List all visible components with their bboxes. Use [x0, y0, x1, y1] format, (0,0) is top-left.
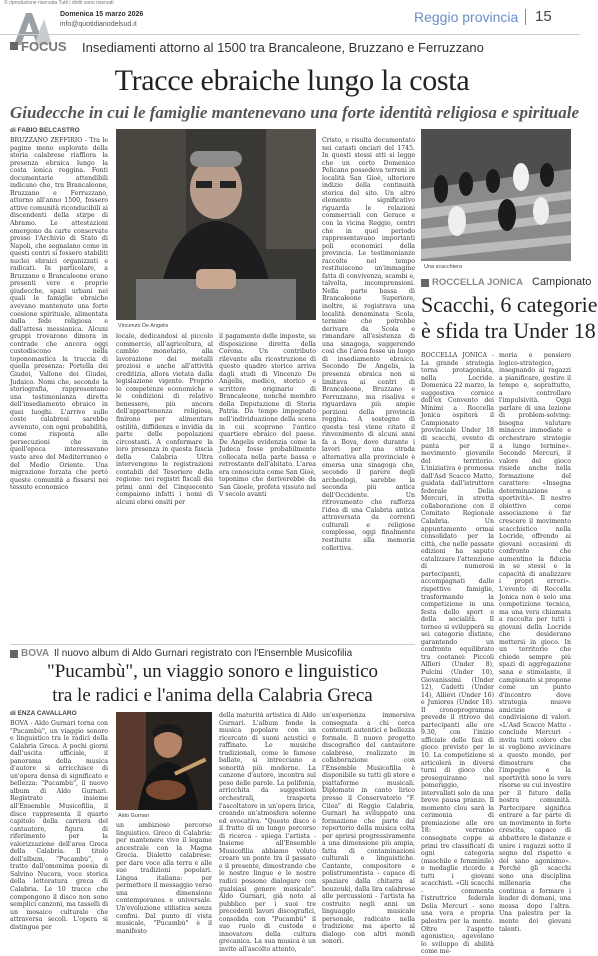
date-block — [60, 10, 143, 30]
section-name: Reggio provincia — [414, 9, 519, 25]
article3-col2: un ambizioso percorso linguistico. Greco di Calabria: per mantenere vivo il legame ancestrale con la Magna Grecia. Dialetto calabrese: per dare voce alla terra e alle sue tradizioni popolari. Lingua italiana: per permettere il messaggio verso una dimensione contemporanea e universale. Un'evoluzione stilistica senza confini. Dal punto di vista musicale, "Pucambù" è il manifesto — [116, 822, 212, 935]
musician-photo — [116, 712, 212, 810]
author-photo — [116, 129, 316, 320]
page-number: 15 — [535, 8, 552, 25]
bova-tag-square — [10, 650, 18, 658]
article2-col1: ROCCELLA JONICA - La grande strategia torna protagonista, nella Locride. Domenica 22 marzo, la suggestiva cornice dell'ex Convento dei Minimi a Roccella Jonica ospiterà il Campionato provinciale Under 18 di scacchi, evento di punta per il movimento giovanile del territorio. L'iniziativa è promossa dall'Asd Scacco Matto, guidata dall'istruttore federale Delia Mercuri, in stretta collaborazione con il Comitato Regionale Calabria. Un appuntamento ormai consolidato per la città, che nelle passate edizioni ha saputo catalizzare l'attenzione di numerosi partecipanti, accompagnati dalle rispettive famiglie, trasformando la competizione in una festa dello sport e della socialità. Il torneo si svilupperà su sei categorie distinte, garantendo un confronto equilibrato tra coetanei: Piccoli Alfieri (Under 8), Pulcini (Under 10), Giovanissimi (Under 12), Cadetti (Under 14), Allievi (Under 16) e Juniores (Under 18). Il cronoprogramma prevede il ritrovo dei partecipanti alle ore 9.30, con l'inizio ufficiale delle fasi di gioco previsto per le 10. La competizione si articolerà in diversi turni di gioco che proseguiranno nel pomeriggio, intervallati solo da una breve pausa pranzo. Il momento clou sarà la cerimonia di premiazione alle ore 18: verranno consegnate coppe ai primi tre classificati di ogni categoria (maschile e femminile) e medaglie ricordo a tutti i giovani scacchisti. «Gli scacchi - commenta l'istruttrice federale Delia Mercuri - sono una vera e propria palestra per la mente. Oltre l'aspetto agonistico, agevolano lo sviluppo di abilità come me- — [421, 352, 494, 956]
author-photo-caption: Vincenzo De Angelis — [118, 323, 169, 329]
article1-col3: il pagamento delle imposte, su disposizione diretta della Corona. Un contributo rilevante alla ricostruzione di questo quadro storico arriva dagli studi di Vincenzo De Angelis, medico, storico e scrittore originario di Brancaleone, nonché membro della Deputazione di Storia Patria. Da tempo impegnato nell'individuazione della scena in cui scoprono l'antico quartiere ebraico del paese. De Angelis evidenzia come la Judeca fosse probabilmente collocata nella parte bassa e retrostante dell'abitato. L'area era conosciuta come San Gioè, toponimo che deriverebbe da San Gioele, profeta vissuto nel V secolo avanti — [219, 333, 316, 499]
article1-deck: Giudecche in cui le famiglie mantenevano una forte identità religiosa e spirituale — [10, 103, 580, 122]
issue-date: Domenica 15 marzo 2026 — [60, 11, 144, 18]
article1-byline: di FABIO BELCASTRO — [10, 127, 80, 134]
article1-col1: BRUZZANO ZEFFIRIO - Tra le pagine meno esplorate della storia calabrese riaffiora la presenza ebraica lungo la costa ionica reggina. Fonti documentarie attendibili indicano che, tra Brancaleone, Bruzzano e Ferruzzano, attorno all'anno 1500, fossero attive comunità riconducibili ai discendenti della stirpe di Abramo. Le attestazioni emergono da carte conservate presso l'Archivio di Stato di Napoli, che segnalano come in questi centri si fossero stabiliti nuclei ebraici organizzati e radicati. In particolare, a Bruzzano e Brancaleone erano presenti vere e proprie giudecche, spazi urbani nei quali le famiglie ebraiche avevano mantenuto una forte coesione spirituale, alimentata dalla fede religiosa e dall'attesa messianica. Alcuni gruppi trovarono dimora in contrade che ancora oggi custodiscono nella toponomastica la traccia di quella presenza: Portella dei Giudei, Vallone dei Giudei, Judaico. Nomi che, secondo la storiografia, rappresentano una testimonianza diretta dell'insediamento ebraico in quei luoghi. L'arrivo sulle coste calabresi sarebbe avvenuto, con ogni probabilità, come risposta alle persecuzioni che in quell'epoca interessavano vaste aree del Mediterraneo e del Medio Oriente. Una migrazione forzata che portò queste comunità a fissarsi nei tessuto economico — [10, 137, 108, 492]
focus-tag-square — [10, 42, 18, 50]
article2-col2: moria e pensiero logico-strategico, insegnando ai ragazzi a pianificare, gestire il tempo e, soprattutto, a controllare l'impulsività. Oggi parlare di una lezione di problem-solving: bisogna valutare minacce immediate e orchestrare strategie a lungo termine». Secondo Mercuri, il valore del gioco risiede anche nella formazione del carattere: «Insegna determinazione e sportività». Il nostro obiettivo come associazione è far crescere il movimento scacchistico nella Locride, offrendo ai giovani occasioni di confronto che aumentino la fiducia in se stessi e la capacità di analizzare i propri errori». L'evento di Roccella Jonica non è solo una competizione tecnica, ma una vera chiamata a raccolta per tutti i giovani della Locride che desiderano mettersi in gioco. In un territorio che chiede sempre più spazi di aggregazione sana e stimolante, il campionato si propone come un punto d'incontro dove strategia muove amicizie e condivisione di valori. «L'Asd Scacco Matto - conclude Mercuri - invita tutti coloro che si vogliono avvicinare a questo mondo, per dimostrare che l'impegno e la sportività sono le vere risorse su cui investire per il futuro della nostra comunità. Partecipare significa entrare a far parte di un movimento in forte crescita, capace di abbattere le distanze e unire i ragazzi sotto il segno del rispetto e del sano agonismo». Perché gli scacchi sono una disciplina millenaria che continua a formare i leader di domani, una mossa dopo l'altra. Una palestra per la mente dei giovani talenti. — [499, 352, 571, 933]
article3-divider — [10, 644, 415, 645]
article1-col2: locale, dedicandosi al piccolo commercio, all'agricoltura, al cambio monetario, alla lavorazione dei metalli preziosi e anche all'attività creditizia, allora vietata dalla legislazione vigente. Proprio le competenze economiche e le condizioni di relativo benessere, più ancora dell'appartenenza religiosa, finirono per alimentare ostilità, diffidenza e invidia da parte delle popolazioni circostanti. A confermare la loro presenza in questa fascia della Calabria Ultra intervengono le registrazioni contabili del Tesoriere della regione: nei registri fiscali dei primi anni del Cinquecento compaiono infatti i nomi di alcuni ebrei onsiti per — [116, 333, 213, 507]
article1-col4: Cristo, e risulta documentato nei catasti onciari del 1745. In questi stessi atti si legge che un certo Domenico Pelicano possedeva terreni in località San Gioè, ulteriore indizio della continuità storica del sito. Un altro elemento significativo riguarda le relazioni commerciali con Gerace e con la vicina Reggio, centri che in quel periodo rappresentavano importanti poli economici della provincia. Le testimonianze raccolte nel tempo restituiscono un'immagine fatta di convivenza, scambi e, talvolta, incomprensioni. Nella parte bassa di Brancaleone Superiore, inoltre, si registrava una località denominata Scola, termine che potrebbe derivare da Scola e rimandare all'esistenza di una sinagoga, suggerendo così che l'area fosse un luogo di insediamento ebraico. Secondo De Angelis, la presenza ebraica non si limitava ai centri di Brancaleone, Bruzzano e Ferruzzano, ma risaliva e riguardava più ampie porzioni della provincia reggina. A sostegno di questa tesi viene citato il rinvenimento di alcuni anni fa a Bova, dove durante i lavori per una strada alternativa alla provinciale è emersa una sinagoga che, secondo il parere degli archeologi, sarebbe la seconda più antica dell'Occidente. Un ritrovamento che rafforza l'idea di una Calabria antica attraversata da correnti culturali e religiose complesse, oggi finalmente restituite alla memoria collettiva. — [322, 137, 415, 552]
article2-kicker: Campionato — [532, 276, 592, 288]
article3-headline-line1: "Pucambù", un viaggio sonoro e linguistico — [46, 661, 379, 682]
article3-headline-line2: tra le radici e l'anima della Calabria Greca — [52, 685, 373, 706]
article3-col4: un'esperienza immersiva consegnata a chi cerca contenuti autentici e bellezza formale. Il nuovo progetto discografico del cantautore calabrese, realizzato in collaborazione con l'Ensemble Musicofilia è disponibile su tutti gli store e piattaforme musicali. Diplomato in canto lirico presso il Conservatorio "F. Cilea" di Reggio Calabria, Gurnari ha sviluppato una formazione che parte dal repertorio della musica colta per aprirsi progressivamente a una dimensione più ampia, fatta di contaminazioni culturali e linguistiche. Cantante, compositore e polistrumentista - capace di spaziare dalla chitarra al bouzouki, dalla lira calabrese alle percussioni - l'artista ha costruito negli anni un linguaggio musicale personale, radicato nella tradizione ma aperto al dialogo con altri mondi sonori. — [322, 712, 415, 946]
article1-kicker: Insediamenti attorno al 1500 tra Brancaleone, Bruzzano e Ferruzzano — [82, 40, 484, 55]
article3-kicker: Il nuovo album di Aldo Gurnari registrato con l'Ensemble Musicofilia — [54, 648, 353, 659]
article1-headline: Tracce ebraiche lungo la costa — [114, 64, 470, 97]
chessboard-photo — [421, 129, 571, 261]
page-separator — [525, 9, 526, 25]
article3-col1: BOVA - Aldo Gurnari torna con "Pucambù", un viaggio sonoro e linguistico tra le radici della Calabria Greca. A pochi giorni dall'uscita ufficiale, il panorama della musica d'autore si arricchisce di un'opera densa di significato e bellezza: "Pucambù", il nuovo album di Aldo Gurnari. Registrato insieme all'Ensemble Musicofilia, il disco rappresenta il quarto capitolo della carriera del cantautore, figura di riferimento per la valorizzazione dell'area Greca della Calabria. Il titolo dell'album, "Pucambù", è tratto dall'omonima poesia di Salvino Nucera, voce storica della letteratura greca di Calabria. Le 10 tracce che compongono il disco non sono semplici canzoni, ma tasselli di un mosaico culturale che attraversa secoli. L'opera si distingue per — [10, 720, 108, 931]
focus-tag: FOCUS — [21, 39, 67, 54]
header-rule — [0, 34, 580, 35]
bova-tag: BOVA — [21, 648, 50, 659]
contact-email[interactable]: info@quotidianodelsud.it — [60, 21, 137, 28]
roccella-tag-square — [421, 279, 429, 287]
roccella-tag: ROCCELLA JONICA — [432, 277, 523, 288]
chessboard-photo-caption: Una scacchiera — [424, 264, 462, 270]
copyright-notice: © riproduzione riservata Tutti i diritti sono riservati — [4, 0, 114, 6]
article3-byline: di ENZA CAVALLARO — [10, 710, 77, 717]
article2-headline-line2: è sfida tra Under 18 — [421, 318, 596, 343]
musician-photo-caption: Aldo Gurnari — [118, 813, 149, 819]
article3-col3: della maturità artistica di Aldo Gurnari. L'album fonde la musica popolare con un ricercato di suoni acustici e raffinato. Le musiche tradizionali, come le famose ballate, si intrecciano a sonorità più moderne. La canzone d'autore, incontra sul peso delle parole. La polifonia, arricchita da suggestioni orchestrali, trasporta l'ascoltatore in un'opera lirica, creando un'atmosfera solenne ed evocativa. "Questo disco è il frutto di un lungo percorso di ricerca - spiega l'artista - Insieme all'Ensemble Musicofilia abbiamo voluto creare un ponte tra il passato e il presente, dimostrando che le nostre lingue e le nostre radici possono dialogare con qualsiasi genere musicale". Aldo Gurnari, già noto al pubblico per i suoi tre precedenti lavori discografici, consolida con "Pucambù" il suo ruolo di custode e innovatore della cultura grecanica. La sua musica è un invito all'ascolto attento, — [219, 712, 316, 953]
article2-headline-line1: Scacchi, 6 categorie — [421, 292, 598, 317]
